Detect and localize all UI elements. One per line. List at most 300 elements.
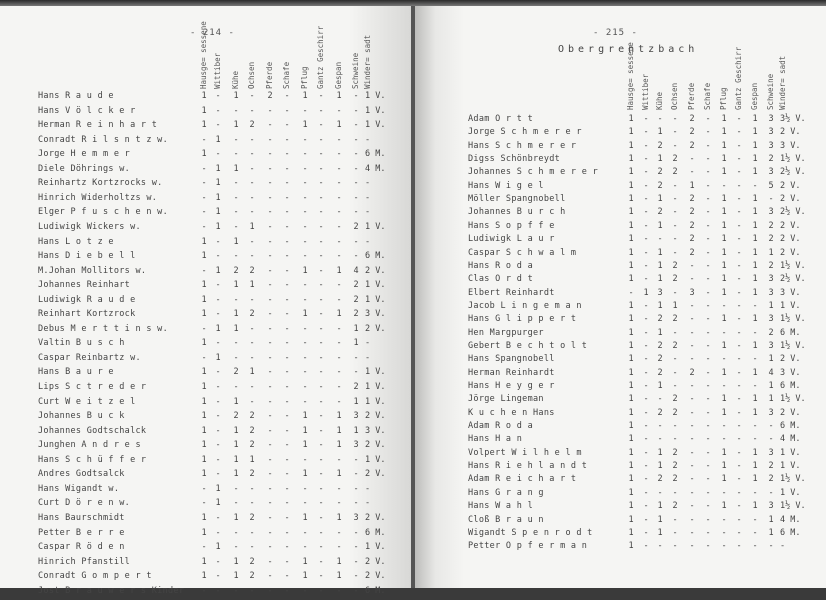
person-name: K u c h e n Hans: [468, 407, 555, 418]
cell-value: -: [736, 447, 742, 458]
column-header: Wittiber: [641, 73, 650, 110]
cell-value: 2: [689, 114, 695, 124]
cell-value: -: [201, 483, 207, 494]
cell-value: 1: [233, 571, 239, 582]
cell-value: 2: [657, 367, 663, 378]
cell-value: -: [736, 340, 742, 351]
cell-value: 1: [215, 207, 221, 218]
table-row: [38, 411, 408, 426]
person-name: Hans G l i p p e r t: [468, 314, 577, 325]
cell-value: -: [689, 447, 695, 458]
cell-value: -: [249, 163, 255, 174]
person-name: Hans H e y g e r: [468, 381, 555, 391]
cell-value: 2: [689, 140, 695, 151]
cell-value: -: [302, 178, 308, 189]
cell-value: 1½ V.: [780, 260, 806, 271]
person-name: Reinhart Kortzrock: [38, 309, 136, 320]
cell-value: -: [643, 434, 649, 445]
cell-value: -: [215, 556, 221, 567]
cell-value: -: [201, 323, 207, 334]
cell-value: -: [249, 236, 255, 247]
cell-value: -: [284, 571, 290, 582]
cell-value: -: [353, 105, 359, 116]
cell-value: -: [752, 180, 758, 191]
cell-value: -: [318, 542, 324, 553]
cell-value: -: [705, 474, 711, 485]
cell-value: -: [643, 487, 649, 498]
cell-value: 1: [628, 394, 634, 405]
cell-value: -: [736, 274, 742, 285]
cell-value: 1: [768, 514, 774, 525]
cell-value: 1: [201, 440, 207, 451]
column-header: Pflug: [719, 87, 728, 110]
cell-value: -: [736, 461, 742, 472]
cell-value: -: [233, 294, 239, 305]
cell-value: -: [736, 140, 742, 151]
cell-value: 1: [752, 367, 758, 378]
cell-value: 1: [302, 571, 308, 582]
cell-value: -: [689, 501, 695, 512]
cell-value: -: [672, 514, 678, 525]
table-row: [38, 91, 408, 106]
cell-value: 1: [628, 340, 634, 351]
cell-value: 1: [721, 247, 727, 258]
cell-value: -: [267, 338, 273, 349]
cell-value: -: [705, 194, 711, 205]
cell-value: 1: [721, 447, 727, 458]
cell-value: 1: [628, 367, 634, 378]
cell-value: 1: [201, 309, 207, 320]
cell-value: -: [336, 221, 342, 232]
cell-value: -: [689, 394, 695, 405]
cell-value: 1: [628, 314, 634, 325]
cell-value: 2: [768, 234, 774, 245]
cell-value: 1: [628, 501, 634, 512]
cell-value: 2: [768, 154, 774, 165]
cell-value: -: [302, 454, 308, 465]
cell-value: 1: [657, 381, 663, 391]
cell-value: -: [643, 140, 649, 151]
cell-value: 2: [689, 220, 695, 231]
cell-value: 1: [201, 280, 207, 291]
cell-value: -: [643, 474, 649, 485]
person-name: Hen Margpurger: [468, 327, 544, 338]
cell-value: -: [249, 192, 255, 203]
cell-value: -: [284, 440, 290, 451]
person-name: Hans H a n: [468, 434, 523, 445]
cell-value: -: [215, 338, 221, 349]
cell-value: 1: [201, 149, 207, 160]
person-name: Hinrich Widerholtzs w.: [38, 192, 158, 203]
table-row: [38, 513, 408, 528]
cell-value: 1: [233, 309, 239, 320]
cell-value: -: [672, 421, 678, 432]
cell-value: 1: [233, 163, 239, 174]
cell-value: -: [318, 469, 324, 480]
cell-value: -: [284, 236, 290, 247]
cell-value: -: [201, 134, 207, 145]
cell-value: -: [736, 367, 742, 378]
cell-value: -: [233, 338, 239, 349]
cell-value: 3 V.: [365, 425, 386, 436]
cell-value: -: [336, 396, 342, 407]
cell-value: -: [267, 178, 273, 189]
cell-value: -: [643, 194, 649, 205]
cell-value: 2½ V.: [780, 207, 806, 218]
cell-value: 1: [353, 338, 359, 349]
cell-value: -: [318, 396, 324, 407]
cell-value: -: [267, 309, 273, 320]
cell-value: 1: [336, 556, 342, 567]
column-header: Wittiber: [213, 52, 222, 89]
cell-value: 1: [201, 236, 207, 247]
cell-value: 1: [752, 474, 758, 485]
person-name: Hans G r a n g: [468, 487, 544, 498]
cell-value: -: [705, 220, 711, 231]
cell-value: -: [267, 571, 273, 582]
cell-value: 1 V.: [365, 454, 386, 465]
cell-value: 6 M.: [365, 585, 386, 596]
cell-value: -: [721, 541, 727, 552]
table-row: [38, 280, 408, 295]
cell-value: 1: [721, 394, 727, 405]
cell-value: -: [705, 114, 711, 124]
cell-value: -: [705, 501, 711, 512]
cell-value: 1: [336, 440, 342, 451]
cell-value: 2: [249, 556, 255, 567]
cell-value: -: [752, 354, 758, 365]
cell-value: -: [233, 178, 239, 189]
cell-value: -: [336, 251, 342, 262]
cell-value: -: [267, 498, 273, 509]
cell-value: -: [689, 514, 695, 525]
cell-value: 3½ V.: [780, 114, 806, 124]
cell-value: -: [249, 323, 255, 334]
cell-value: 1: [752, 207, 758, 218]
person-name: Clas O r d t: [468, 274, 534, 285]
cell-value: 1: [721, 474, 727, 485]
cell-value: 1: [768, 527, 774, 538]
cell-value: -: [736, 421, 742, 432]
cell-value: 1: [721, 367, 727, 378]
cell-value: -: [689, 527, 695, 538]
cell-value: -: [302, 192, 308, 203]
cell-value: 1: [336, 411, 342, 422]
cell-value: -: [752, 514, 758, 525]
cell-value: 2: [672, 407, 678, 418]
cell-value: -: [643, 501, 649, 512]
cell-value: -: [302, 236, 308, 247]
cell-value: 6 M.: [365, 149, 386, 160]
cell-value: -: [267, 440, 273, 451]
cell-value: 1: [201, 338, 207, 349]
cell-value: -: [302, 367, 308, 378]
cell-value: -: [284, 280, 290, 291]
cell-value: -: [736, 194, 742, 205]
cell-value: 2 V.: [780, 407, 801, 418]
column-header: Winder= sadt: [363, 34, 372, 89]
cell-value: 3: [768, 167, 774, 178]
cell-value: -: [233, 251, 239, 262]
person-name: Volpert W i l h e l m: [468, 447, 582, 458]
cell-value: -: [215, 469, 221, 480]
person-name: Jorge H e m m e r: [38, 149, 131, 160]
cell-value: -: [267, 469, 273, 480]
cell-value: -: [672, 381, 678, 391]
cell-value: -: [353, 483, 359, 494]
cell-value: 1: [201, 382, 207, 392]
cell-value: 1: [657, 461, 663, 472]
cell-value: 1: [215, 483, 221, 494]
cell-value: -: [657, 541, 663, 552]
cell-value: -: [302, 498, 308, 509]
cell-value: 6 M.: [365, 251, 386, 262]
cell-value: -: [215, 396, 221, 407]
cell-value: 1: [302, 91, 308, 101]
cell-value: -: [249, 498, 255, 509]
cell-value: 1: [628, 260, 634, 271]
cell-value: 1: [302, 120, 308, 131]
table-row: [38, 251, 408, 266]
person-name: Caspar Reinbartz w.: [38, 352, 141, 363]
cell-value: -: [249, 294, 255, 305]
person-name: Hans D i e b e l l: [38, 251, 136, 262]
cell-value: 3: [768, 501, 774, 512]
cell-value: -: [302, 542, 308, 553]
left-page: [0, 6, 411, 596]
cell-value: 2: [657, 140, 663, 151]
cell-value: 1: [215, 323, 221, 334]
cell-value: -: [318, 338, 324, 349]
cell-value: 1: [215, 352, 221, 363]
cell-value: -: [267, 382, 273, 392]
cell-value: -: [318, 411, 324, 422]
cell-value: 1: [336, 512, 342, 523]
cell-value: -: [353, 498, 359, 509]
cell-value: -: [284, 338, 290, 349]
cell-value: -: [336, 323, 342, 334]
cell-value: 1: [752, 314, 758, 325]
cell-value: -: [643, 340, 649, 351]
cell-value: 2: [249, 411, 255, 422]
person-name: Adam R o d a: [468, 421, 534, 432]
cell-value: 1: [628, 274, 634, 285]
cell-value: 2: [672, 461, 678, 472]
column-header: Kühe: [655, 91, 664, 110]
cell-value: 2: [768, 474, 774, 485]
cell-value: -: [752, 381, 758, 391]
table-row: [38, 367, 408, 382]
cell-value: 2 V.: [365, 440, 386, 451]
cell-value: -: [689, 421, 695, 432]
cell-value: 1: [721, 114, 727, 124]
cell-value: 4 M.: [780, 514, 801, 525]
cell-value: -: [643, 234, 649, 245]
cell-value: -: [318, 585, 324, 596]
cell-value: 1: [201, 571, 207, 582]
cell-value: -: [284, 352, 290, 363]
cell-value: -: [302, 352, 308, 363]
cell-value: -: [689, 167, 695, 178]
cell-value: 1: [628, 140, 634, 151]
cell-value: 2: [657, 180, 663, 191]
village-title: Obergrentzbach: [558, 44, 699, 55]
column-header: Ochsen: [247, 61, 256, 89]
cell-value: 1½ V.: [780, 340, 806, 351]
person-name: Johannes S c h m e r e r: [468, 167, 599, 178]
person-name: Hans W a h l: [468, 501, 534, 512]
cell-value: 1: [752, 154, 758, 165]
cell-value: 1: [249, 280, 255, 291]
cell-value: -: [318, 483, 324, 494]
cell-value: -: [233, 527, 239, 538]
cell-value: 1: [215, 542, 221, 553]
person-name: Andres Godtsalck: [38, 469, 125, 480]
cell-value: 2: [657, 314, 663, 325]
cell-value: -: [721, 527, 727, 538]
cell-value: 2: [249, 425, 255, 436]
cell-value: 1: [628, 327, 634, 338]
person-name: Jörge Lingeman: [468, 394, 544, 405]
cell-value: -: [672, 140, 678, 151]
cell-value: -: [752, 541, 758, 552]
cell-value: -: [284, 251, 290, 262]
cell-value: 3: [768, 314, 774, 325]
cell-value: 1: [752, 447, 758, 458]
cell-value: -: [249, 396, 255, 407]
person-name: Jacob L i n g e m a n: [468, 300, 582, 311]
cell-value: -: [353, 149, 359, 160]
cell-value: 1: [721, 461, 727, 472]
cell-value: -: [318, 556, 324, 567]
cell-value: 1: [657, 274, 663, 285]
cell-value: 2: [768, 220, 774, 231]
cell-value: 4 M.: [365, 163, 386, 174]
cell-value: -: [365, 498, 371, 509]
cell-value: 1: [233, 440, 239, 451]
cell-value: -: [267, 105, 273, 116]
column-header: Schweine: [766, 73, 775, 110]
cell-value: 3 V.: [780, 287, 801, 298]
cell-value: -: [365, 236, 371, 247]
cell-value: -: [705, 300, 711, 311]
cell-value: 1: [752, 461, 758, 472]
cell-value: -: [336, 178, 342, 189]
cell-value: -: [643, 407, 649, 418]
cell-value: -: [215, 120, 221, 131]
cell-value: 1: [215, 265, 221, 276]
cell-value: 3: [657, 287, 663, 298]
cell-value: 1: [721, 260, 727, 271]
cell-value: 2: [768, 260, 774, 271]
cell-value: -: [233, 382, 239, 392]
cell-value: 1: [657, 527, 663, 538]
table-row: [38, 266, 408, 281]
person-name: Hans L o t z e: [38, 236, 114, 247]
cell-value: 2: [689, 194, 695, 205]
cell-value: 2: [353, 221, 359, 232]
cell-value: -: [284, 120, 290, 131]
cell-value: -: [336, 352, 342, 363]
cell-value: 1: [302, 512, 308, 523]
cell-value: 2 V.: [780, 180, 801, 191]
cell-value: 1: [752, 167, 758, 178]
cell-value: -: [705, 434, 711, 445]
cell-value: -: [318, 294, 324, 305]
cell-value: 1: [628, 180, 634, 191]
cell-value: 2 V.: [365, 411, 386, 422]
cell-value: -: [768, 194, 774, 205]
cell-value: -: [689, 327, 695, 338]
cell-value: -: [705, 340, 711, 351]
cell-value: -: [302, 105, 308, 116]
cell-value: -: [672, 354, 678, 365]
person-name: Hans V ö l c k e r: [38, 105, 136, 116]
cell-value: -: [215, 367, 221, 378]
cell-value: -: [721, 381, 727, 391]
cell-value: -: [249, 207, 255, 218]
cell-value: 2 V.: [365, 265, 386, 276]
cell-value: 2: [249, 512, 255, 523]
column-header: Gantz Geschirr: [734, 46, 743, 110]
cell-value: 1: [752, 140, 758, 151]
cell-value: -: [705, 247, 711, 258]
cell-value: -: [672, 194, 678, 205]
cell-value: -: [657, 487, 663, 498]
cell-value: -: [201, 207, 207, 218]
cell-value: -: [672, 180, 678, 191]
cell-value: 2 V.: [780, 194, 801, 205]
cell-value: -: [302, 207, 308, 218]
person-name: Curt W e i t z e l: [38, 396, 136, 407]
person-name: Jorge S c h m e r e r: [468, 127, 582, 138]
cell-value: 2: [249, 440, 255, 451]
cell-value: 1: [201, 105, 207, 116]
cell-value: 3: [353, 512, 359, 523]
cell-value: -: [267, 120, 273, 131]
person-name: Ludiwigk R a u d e: [38, 294, 136, 305]
cell-value: -: [365, 352, 371, 363]
cell-value: 1: [721, 340, 727, 351]
cell-value: -: [736, 314, 742, 325]
cell-value: 2: [249, 469, 255, 480]
cell-value: -: [721, 180, 727, 191]
cell-value: -: [643, 514, 649, 525]
cell-value: -: [215, 105, 221, 116]
cell-value: -: [705, 367, 711, 378]
cell-value: 1: [628, 154, 634, 165]
cell-value: 1: [302, 440, 308, 451]
cell-value: -: [267, 396, 273, 407]
cell-value: 1: [201, 91, 207, 101]
cell-value: 1 V.: [365, 396, 386, 407]
cell-value: -: [249, 338, 255, 349]
person-name: Adam O r t t: [468, 114, 534, 124]
cell-value: -: [318, 251, 324, 262]
cell-value: 1: [233, 91, 239, 101]
cell-value: 1: [215, 163, 221, 174]
cell-value: 1: [628, 421, 634, 432]
cell-value: -: [736, 207, 742, 218]
cell-value: 2: [672, 340, 678, 351]
cell-value: -: [284, 163, 290, 174]
cell-value: 1: [643, 287, 649, 298]
cell-value: 1: [721, 274, 727, 285]
cell-value: 1: [353, 396, 359, 407]
cell-value: 1: [768, 300, 774, 311]
cell-value: -: [705, 407, 711, 418]
cell-value: -: [284, 483, 290, 494]
